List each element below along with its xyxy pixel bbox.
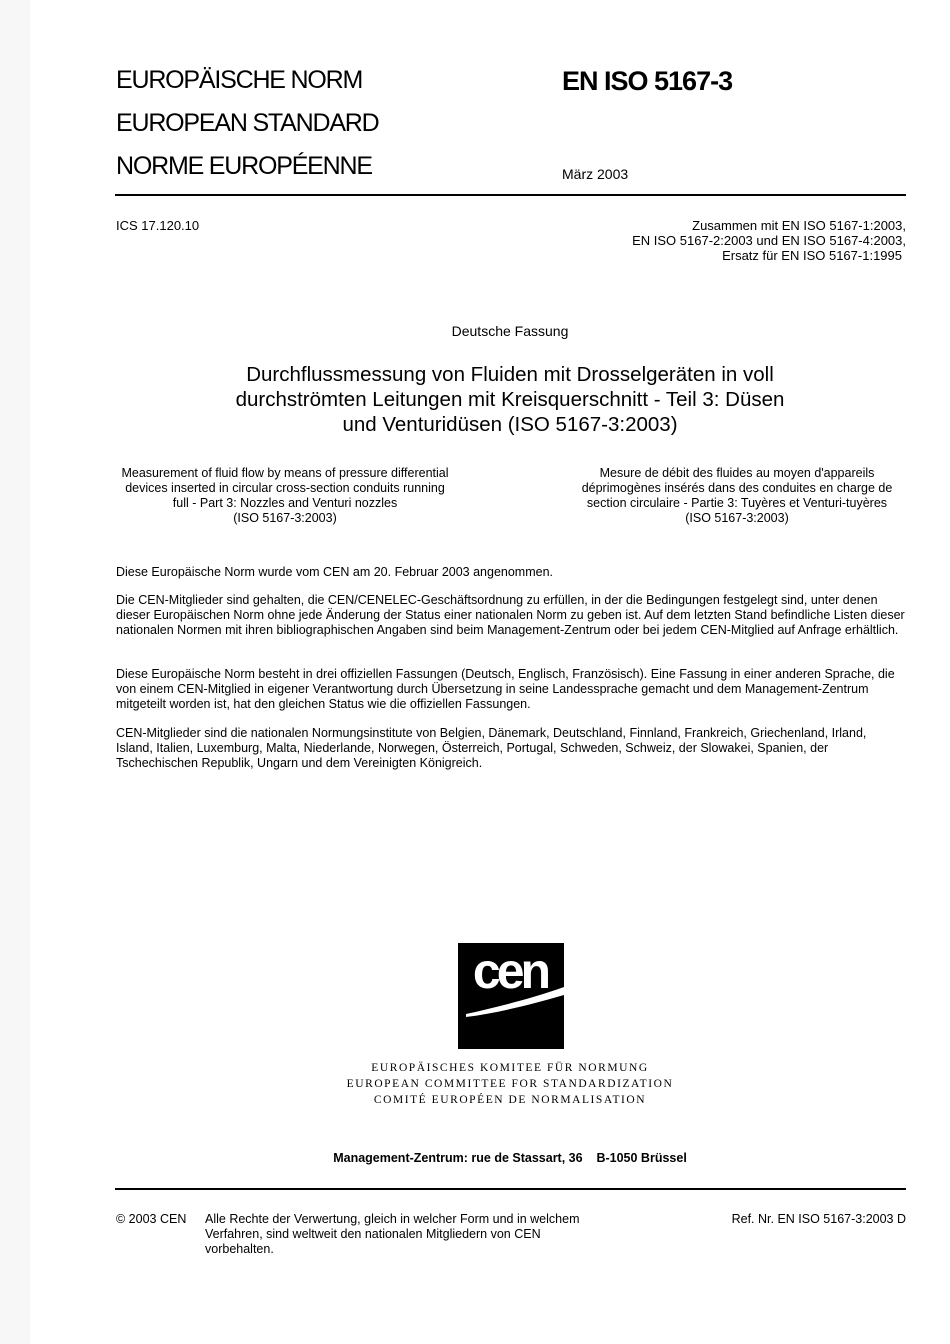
cen-name-fr: COMITÉ EUROPÉEN DE NORMALISATION [373,1094,647,1106]
title-line: Durchflussmessung von Fluiden mit Drosselgeräten in voll [246,363,774,386]
french-title-line: Mesure de débit des fluides au moyen d'appareils [599,466,875,480]
cen-name-en: EUROPEAN COMMITTEE FOR STANDARDIZATION [346,1078,674,1090]
ics-code: ICS 17.120.10 [116,218,200,233]
title-line: und Venturidüsen (ISO 5167-3:2003) [342,413,678,436]
reference-number: Ref. Nr. EN ISO 5167-3:2003 D [731,1212,906,1226]
cen-logo-text: cen [472,943,548,999]
relation-line: Ersatz für EN ISO 5167-1:1995 [722,248,902,263]
document-title [140,362,880,437]
copyright: © 2003 CEN [116,1212,187,1226]
standard-number: EN ISO 5167-3 [562,66,733,96]
body-paragraph: CEN-Mitglieder sind die nationalen Normungsinstitute von Belgien, Dänemark, Deutschland, Finnland, Frankreich, Griechenland, Irland, Island, Italien, Luxemburg, Malta, Niederlande, Norwegen, Österreich, Portugal, Schweden, Schweiz, der Slowakei, Spanien, der Tschechischen Republik, Ungarn und dem Vereinigten Königreich. [116,726,867,770]
management-address: Management-Zentrum: rue de Stassart, 36 B-1050 Brüssel [333,1151,687,1165]
rights-line: Verfahren, sind weltweit den nationalen Mitgliedern von CEN [205,1227,541,1241]
rights-line: Alle Rechte der Verwertung, gleich in welcher Form und in welchem [205,1212,580,1226]
cen-logo-graphic [458,943,564,1049]
english-title-line: full - Part 3: Nozzles and Venturi nozzles [172,496,398,510]
version-label: Deutsche Fassung [451,323,569,339]
cen-committee-names [0,1060,950,1108]
header-rule [115,194,906,196]
body-paragraph: Diese Europäische Norm besteht in drei offiziellen Fassungen (Deutsch, Englisch, Französisch). Eine Fassung in einer anderen Sprache, die von einem CEN-Mitglied in eigener Verantwortung durch Übersetzung in seine Landessprache gemacht und dem Management-Zentrum mitgeteilt worden ist, hat den gleichen Status wie die offiziellen Fassungen. [116,667,895,711]
publication-date: März 2003 [562,166,629,182]
french-title-line: (ISO 5167-3:2003) [685,511,789,525]
relation-line: EN ISO 5167-2:2003 und EN ISO 5167-4:2003, [632,233,906,248]
french-title-line: déprimogènes insérés dans des conduites en charge de [581,481,893,495]
relation-line: Zusammen mit EN ISO 5167-1:2003, [692,218,906,233]
title-line: durchströmten Leitungen mit Kreisquerschnitt - Teil 3: Düsen [235,388,785,411]
norm-name-fr: NORME EUROPÉENNE [116,152,372,180]
body-paragraph: Die CEN-Mitglieder sind gehalten, die CEN/CENELEC-Geschäftsordnung zu erfüllen, in der die Bedingungen festgelegt sind, unter denen dieser Europäischen Norm ohne jede Änderung der Status einer nationalen Norm zu geben ist. Auf dem letzten Stand befindliche Listen dieser nationalen Normen mit ihren bibliographischen Angaben sind beim Management-Zentrum oder bei jedem CEN-Mitglied auf Anfrage erhältlich. [116,593,905,637]
rights-notice [205,1212,625,1257]
body-paragraph: Diese Europäische Norm wurde vom CEN am 20. Februar 2003 angenommen. [116,565,554,579]
english-title-line: devices inserted in circular cross-section conduits running [125,481,445,495]
english-title-line: (ISO 5167-3:2003) [233,511,337,525]
norm-name-de: EUROPÄISCHE NORM [116,66,363,94]
english-title [104,466,466,526]
french-title-line: section circulaire - Partie 3: Tuyères et Venturi-tuyères [586,496,888,510]
cen-name-de: EUROPÄISCHES KOMITEE FÜR NORMUNG [371,1062,649,1074]
french-title [556,466,918,526]
relation-block [632,218,906,263]
norm-name-en: EUROPEAN STANDARD [116,109,379,137]
rights-line: vorbehalten. [205,1242,274,1256]
cen-logo [458,943,564,1049]
english-title-line: Measurement of fluid flow by means of pressure differential [121,466,449,480]
footer-rule [115,1188,906,1190]
